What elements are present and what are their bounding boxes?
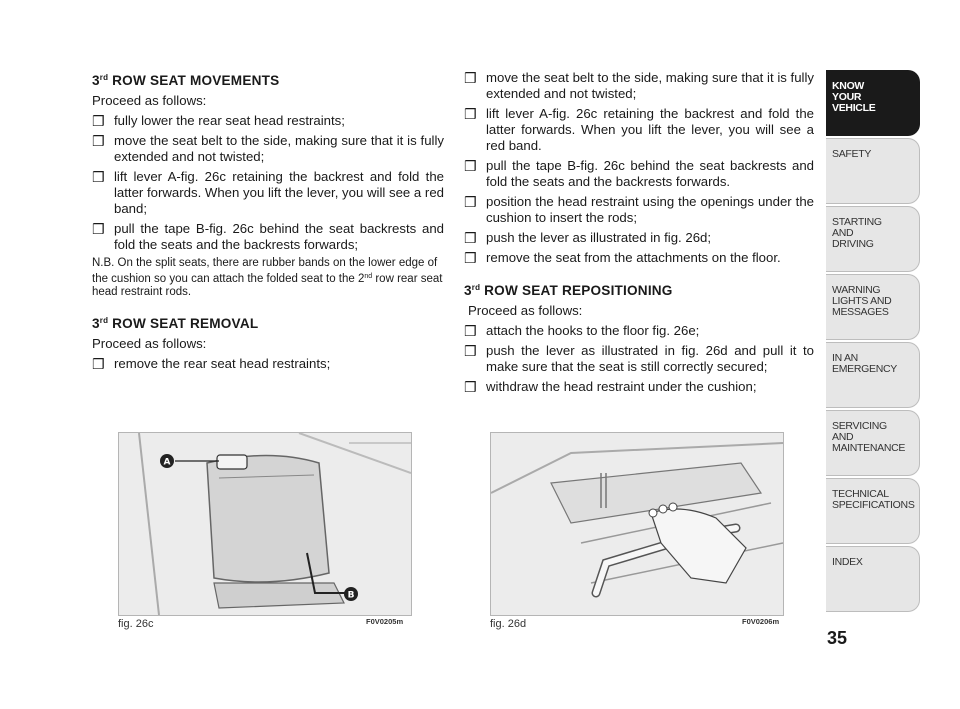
list-item-text: pull the tape B-fig. 26c behind the seat backrests and fold the seats and the backrests forwards.: [486, 158, 814, 189]
list-item: [92, 356, 444, 372]
chapter-tabs: [826, 70, 920, 614]
figure-26c: [118, 432, 412, 616]
section-heading-removal: [92, 313, 444, 332]
list-item-text: remove the rear seat head restraints;: [114, 356, 331, 371]
list-item-text: withdraw the head restraint under the cushion;: [486, 379, 757, 394]
heading-text: ROW SEAT MOVEMENTS: [112, 73, 280, 88]
section-heading-movements: [92, 70, 444, 89]
lever-illustration: [491, 433, 783, 615]
list-item-text: lift lever A-fig. 26c retaining the backrest and fold the latter forwards. When you lift the lever, you will see a red band.: [486, 106, 814, 153]
heading-number: 3: [464, 283, 472, 298]
checkbox-bullet-icon: ❒: [92, 133, 105, 149]
checkbox-bullet-icon: ❒: [464, 230, 477, 246]
checkbox-bullet-icon: ❒: [464, 158, 477, 174]
figure-26c-code: F0V0205m: [366, 617, 404, 626]
heading-ordinal: rd: [471, 283, 481, 292]
list-item: [464, 379, 814, 395]
figure-26d: [490, 432, 784, 616]
checkbox-bullet-icon: ❒: [464, 106, 477, 122]
list-item-text: move the seat belt to the side, making sure that it is fully extended and not twisted;: [114, 133, 444, 164]
list-item: [464, 70, 814, 102]
list-item-text: move the seat belt to the side, making sure that it is fully extended and not twisted;: [486, 70, 814, 101]
note-ordinal: nd: [364, 273, 373, 280]
right-column: [464, 70, 814, 399]
list-item: [464, 323, 814, 339]
figure-26d-code: F0V0206m: [742, 617, 780, 626]
intro-text: Proceed as follows:: [92, 93, 207, 108]
heading-text: ROW SEAT REPOSITIONING: [484, 283, 673, 298]
checkbox-bullet-icon: ❒: [464, 194, 477, 210]
list-item-text: position the head restraint using the openings under the cushion to insert the rods;: [486, 194, 814, 225]
heading-ordinal: rd: [99, 316, 109, 325]
seat-illustration: [119, 433, 411, 615]
tab-technical-specifications[interactable]: TECHNICAL SPECIFICATIONS: [826, 478, 920, 544]
figure-26c-caption: fig. 26c: [118, 618, 154, 630]
lever-a: [217, 455, 247, 469]
intro-text: Proceed as follows:: [92, 336, 207, 351]
left-column: [92, 70, 444, 376]
tab-safety[interactable]: SAFETY: [826, 138, 920, 204]
list-item: [464, 230, 814, 246]
removal-list: [92, 356, 444, 372]
list-item: [92, 169, 444, 217]
list-item-text: push the lever as illustrated in fig. 26d and pull it to make sure that the seat is still correctly secured;: [486, 343, 814, 374]
checkbox-bullet-icon: ❒: [464, 70, 477, 86]
checkbox-bullet-icon: ❒: [464, 343, 477, 359]
checkbox-bullet-icon: ❒: [92, 221, 105, 237]
repositioning-list: [464, 323, 814, 395]
tab-servicing-and-maintenance[interactable]: SERVICING AND MAINTENANCE: [826, 410, 920, 476]
checkbox-bullet-icon: ❒: [92, 169, 105, 185]
checkbox-bullet-icon: ❒: [464, 323, 477, 339]
list-item-text: remove the seat from the attachments on the floor.: [486, 250, 781, 265]
spacer: [464, 270, 814, 280]
note-part: N.B. On the split seats, there are rubber bands on the lower edge of the cushion so you can attach the folded seat to the 2: [92, 257, 438, 285]
list-item: [464, 158, 814, 190]
list-item: [464, 343, 814, 375]
tab-starting-and-driving[interactable]: STARTING AND DRIVING: [826, 206, 920, 272]
callout-a-label: A: [163, 457, 171, 468]
page-number: 35: [827, 628, 848, 648]
list-item-text: fully lower the rear seat head restraints;: [114, 113, 345, 128]
checkbox-bullet-icon: ❒: [464, 379, 477, 395]
checkbox-bullet-icon: ❒: [92, 356, 105, 372]
list-item-text: push the lever as illustrated in fig. 26d;: [486, 230, 712, 245]
tab-in-an-emergency[interactable]: IN AN EMERGENCY: [826, 342, 920, 408]
list-item: [92, 133, 444, 165]
removal-steps-list: [464, 70, 814, 266]
figure-26d-caption: fig. 26d: [490, 618, 527, 630]
heading-ordinal: rd: [99, 73, 109, 82]
list-item: [92, 113, 444, 129]
movements-list: [92, 113, 444, 253]
section-heading-repositioning: [464, 280, 814, 299]
callout-b-label: B: [347, 590, 355, 601]
list-item-text: lift lever A-fig. 26c retaining the backrest and fold the latter forwards. When you lift the lever, you will see a red band;: [114, 169, 444, 216]
checkbox-bullet-icon: ❒: [92, 113, 105, 129]
tab-warning-lights-and-messages[interactable]: WARNING LIGHTS AND MESSAGES: [826, 274, 920, 340]
heading-number: 3: [92, 316, 100, 331]
tab-index[interactable]: INDEX: [826, 546, 920, 612]
list-item: [464, 106, 814, 154]
heading-text: ROW SEAT REMOVAL: [112, 316, 259, 331]
list-item: [464, 194, 814, 226]
tab-know-your-vehicle[interactable]: KNOW YOUR VEHICLE: [826, 70, 920, 136]
note-text: [92, 257, 444, 299]
note-part: row rear seat head restraint rods.: [92, 273, 443, 298]
intro-text: Proceed as follows:: [468, 303, 583, 318]
checkbox-bullet-icon: ❒: [464, 250, 477, 266]
list-item: [92, 221, 444, 253]
list-item: [464, 250, 814, 266]
list-item-text: attach the hooks to the floor fig. 26e;: [486, 323, 700, 338]
list-item-text: pull the tape B-fig. 26c behind the seat backrests and fold the seats and the backrests forwards;: [114, 221, 444, 252]
heading-number: 3: [92, 73, 100, 88]
